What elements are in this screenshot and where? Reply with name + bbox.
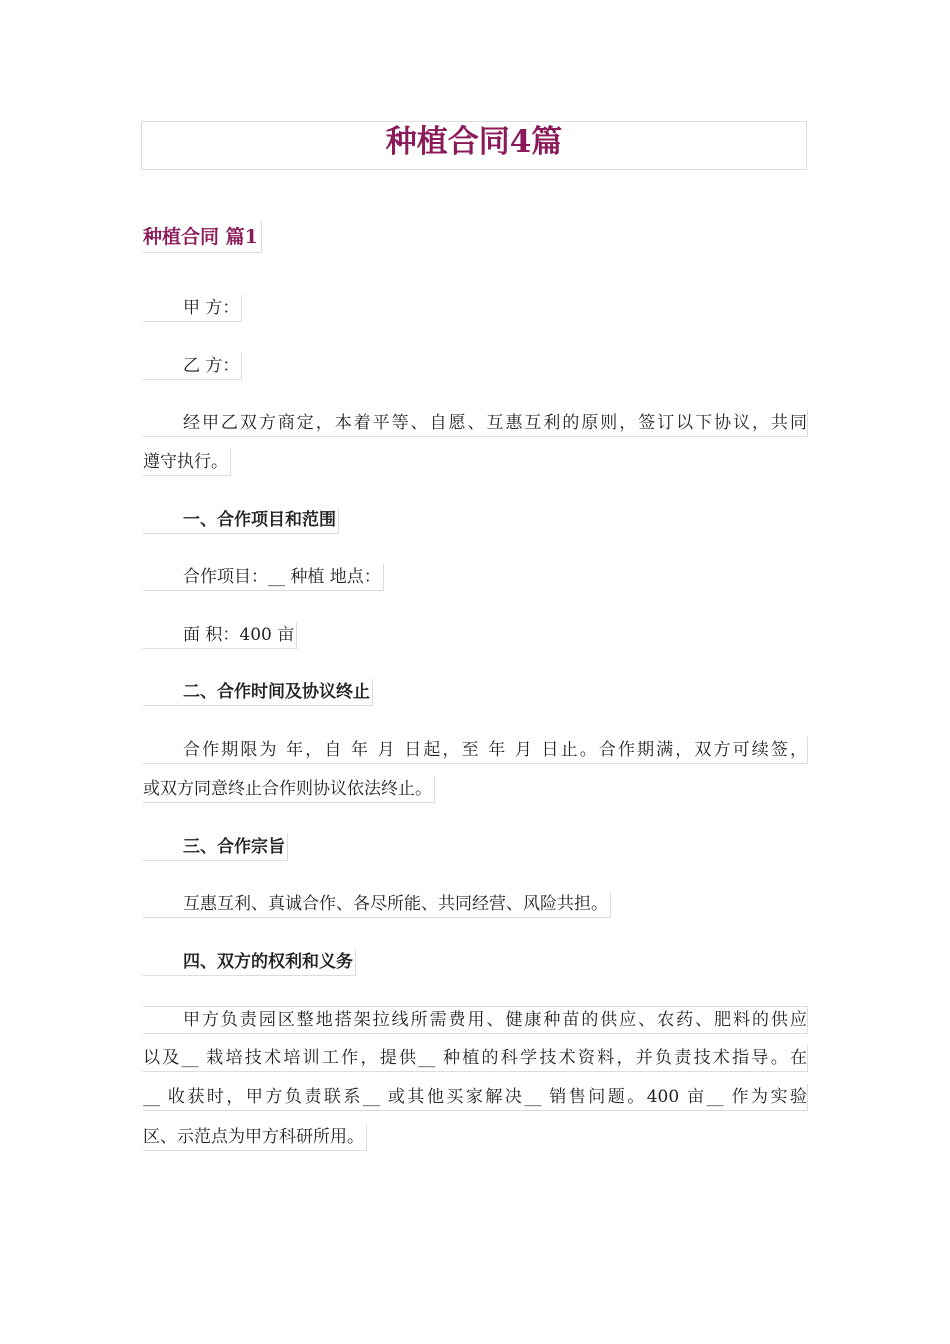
heading-term: 二、合作时间及协议终止 — [143, 679, 373, 706]
duty-line-4: 区、示范点为甲方科研所用。 — [143, 1124, 367, 1151]
area-line: 面 积：400 亩 — [143, 622, 297, 649]
period-line-1: 合作期限为 年，自 年 月 日起，至 年 月 日止。合作期满，双方可续签， — [143, 737, 808, 764]
intro-line-1: 经甲乙双方商定，本着平等、自愿、互惠互利的原则，签订以下协议，共同 — [143, 410, 808, 437]
heading-cooperation-scope: 一、合作项目和范围 — [143, 507, 339, 534]
period-line-2: 或双方同意终止合作则协议依法终止。 — [143, 776, 435, 803]
duty-line-1: 甲方负责园区整地搭架拉线所需费用、健康种苗的供应、农药、肥料的供应 — [143, 1006, 808, 1034]
duty-line-2: 以及__ 栽培技术培训工作，提供__ 种植的科学技术资料，并负责技术指导。在 — [143, 1045, 808, 1072]
party-b-line: 乙 方： — [143, 353, 242, 380]
project-line: 合作项目：__ 种植 地点： — [143, 564, 384, 591]
duty-line-3: __ 收获时，甲方负责联系__ 或其他买家解决__ 销售问题。400 亩__ 作为实验 — [143, 1084, 808, 1111]
title-box — [141, 121, 807, 170]
party-a-line: 甲 方： — [143, 295, 242, 322]
section-heading: 种植合同 篇1 — [143, 222, 262, 253]
heading-rights-duties: 四、双方的权利和义务 — [143, 949, 356, 976]
heading-purpose: 三、合作宗旨 — [143, 834, 288, 861]
document-title: 种植合同4篇 — [385, 124, 563, 160]
purpose-line: 互惠互利、真诚合作、各尽所能、共同经营、风险共担。 — [143, 891, 611, 918]
intro-line-2: 遵守执行。 — [143, 449, 231, 476]
